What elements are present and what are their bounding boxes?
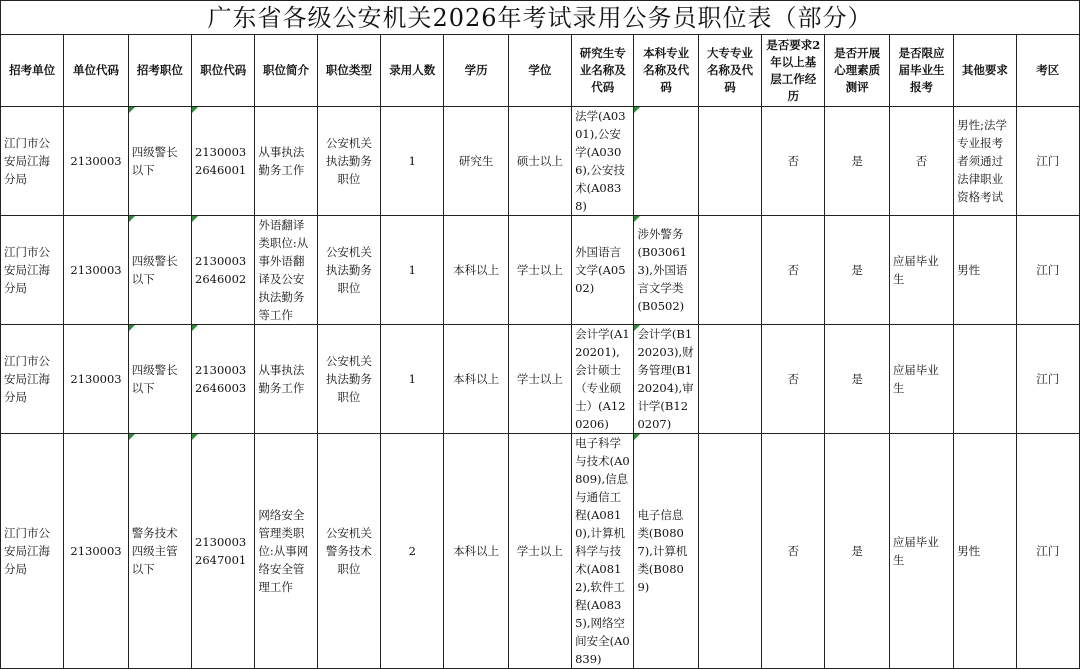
position-table xyxy=(0,34,1080,669)
position-cell: 四级警长以下 xyxy=(128,107,191,216)
unit-code-cell: 2130003 xyxy=(64,325,128,434)
header-cell: 是否要求2年以上基层工作经历 xyxy=(762,35,825,107)
table-title: 广东省各级公安机关2026年考试录用公务员职位表（部分） xyxy=(0,0,1080,34)
header-cell: 是否开展心理素质测评 xyxy=(825,35,889,107)
header-cell: 招考单位 xyxy=(1,35,64,107)
education-cell: 本科以上 xyxy=(444,434,508,669)
intro-cell: 从事执法勤务工作 xyxy=(255,107,317,216)
header-cell: 是否限应届毕业生报考 xyxy=(889,35,953,107)
unit-cell: 江门市公安局江海分局 xyxy=(1,434,64,669)
grassroots-cell: 否 xyxy=(762,107,825,216)
college-major-cell xyxy=(698,107,761,216)
type-cell: 公安机关执法勤务职位 xyxy=(317,216,380,325)
header-cell: 大专专业名称及代码 xyxy=(698,35,761,107)
position-cell: 四级警长以下 xyxy=(128,325,191,434)
count-cell: 1 xyxy=(381,216,444,325)
count-cell: 2 xyxy=(381,434,444,669)
unit-cell: 江门市公安局江海分局 xyxy=(1,216,64,325)
grassroots-cell: 否 xyxy=(762,325,825,434)
header-cell: 录用人数 xyxy=(381,35,444,107)
other-cell: 男性;法学专业报考者须通过法律职业资格考试 xyxy=(954,107,1016,216)
education-cell: 本科以上 xyxy=(444,216,508,325)
position-code-cell: 21300032646003 xyxy=(192,325,255,434)
undergrad-major-cell xyxy=(634,107,698,216)
position-cell: 四级警长以下 xyxy=(128,216,191,325)
undergrad-major-cell: 涉外警务(B030613),外国语言文学类(B0502) xyxy=(634,216,698,325)
college-major-cell xyxy=(698,325,761,434)
grad-major-cell: 法学(A0301),公安学(A0306),公安技术(A0838) xyxy=(572,107,634,216)
header-row xyxy=(1,35,1080,107)
position-code-cell: 21300032646001 xyxy=(192,107,255,216)
psych-cell: 是 xyxy=(825,434,889,669)
degree-cell: 硕士以上 xyxy=(508,107,571,216)
table-row xyxy=(1,325,1080,434)
header-cell: 单位代码 xyxy=(64,35,128,107)
header-cell: 本科专业名称及代码 xyxy=(634,35,698,107)
table-row xyxy=(1,107,1080,216)
header-cell: 学位 xyxy=(508,35,571,107)
count-cell: 1 xyxy=(381,325,444,434)
undergrad-major-cell: 会计学(B120203),财务管理(B120204),审计学(B120207) xyxy=(634,325,698,434)
type-cell: 公安机关警务技术职位 xyxy=(317,434,380,669)
grad-major-cell: 外国语言文学(A0502) xyxy=(572,216,634,325)
other-cell: 男性 xyxy=(954,434,1016,669)
intro-cell: 网络安全管理类职位:从事网络安全管理工作 xyxy=(255,434,317,669)
fresh-grad-cell: 应届毕业生 xyxy=(889,434,953,669)
type-cell: 公安机关执法勤务职位 xyxy=(317,107,380,216)
grad-major-cell: 电子科学与技术(A0809),信息与通信工程(A0810),计算机科学与技术(A0812),软件工程(A0835),网络空间安全(A0839) xyxy=(572,434,634,669)
count-cell: 1 xyxy=(381,107,444,216)
header-cell: 职位类型 xyxy=(317,35,380,107)
college-major-cell xyxy=(698,434,761,669)
table-row xyxy=(1,216,1080,325)
unit-code-cell: 2130003 xyxy=(64,107,128,216)
header-cell: 考区 xyxy=(1016,35,1080,107)
psych-cell: 是 xyxy=(825,325,889,434)
region-cell: 江门 xyxy=(1016,216,1080,325)
header-cell: 研究生专业名称及代码 xyxy=(572,35,634,107)
college-major-cell xyxy=(698,216,761,325)
intro-cell: 外语翻译类职位:从事外语翻译及公安执法勤务等工作 xyxy=(255,216,317,325)
position-code-cell: 21300032646002 xyxy=(192,216,255,325)
other-cell xyxy=(954,325,1016,434)
header-cell: 其他要求 xyxy=(954,35,1016,107)
grassroots-cell: 否 xyxy=(762,216,825,325)
undergrad-major-cell: 电子信息类(B0807),计算机类(B0809) xyxy=(634,434,698,669)
region-cell: 江门 xyxy=(1016,107,1080,216)
education-cell: 研究生 xyxy=(444,107,508,216)
degree-cell: 学士以上 xyxy=(508,434,571,669)
psych-cell: 是 xyxy=(825,216,889,325)
position-code-cell: 21300032647001 xyxy=(192,434,255,669)
unit-cell: 江门市公安局江海分局 xyxy=(1,107,64,216)
header-cell: 职位代码 xyxy=(192,35,255,107)
education-cell: 本科以上 xyxy=(444,325,508,434)
header-cell: 职位简介 xyxy=(255,35,317,107)
other-cell: 男性 xyxy=(954,216,1016,325)
fresh-grad-cell: 应届毕业生 xyxy=(889,216,953,325)
region-cell: 江门 xyxy=(1016,325,1080,434)
position-cell: 警务技术四级主管以下 xyxy=(128,434,191,669)
unit-code-cell: 2130003 xyxy=(64,434,128,669)
fresh-grad-cell: 否 xyxy=(889,107,953,216)
type-cell: 公安机关执法勤务职位 xyxy=(317,325,380,434)
intro-cell: 从事执法勤务工作 xyxy=(255,325,317,434)
unit-code-cell: 2130003 xyxy=(64,216,128,325)
degree-cell: 学士以上 xyxy=(508,325,571,434)
grassroots-cell: 否 xyxy=(762,434,825,669)
header-cell: 招考职位 xyxy=(128,35,191,107)
region-cell: 江门 xyxy=(1016,434,1080,669)
unit-cell: 江门市公安局江海分局 xyxy=(1,325,64,434)
header-cell: 学历 xyxy=(444,35,508,107)
psych-cell: 是 xyxy=(825,107,889,216)
degree-cell: 学士以上 xyxy=(508,216,571,325)
grad-major-cell: 会计学(A120201),会计硕士（专业硕士）(A120206) xyxy=(572,325,634,434)
table-row xyxy=(1,434,1080,669)
fresh-grad-cell: 应届毕业生 xyxy=(889,325,953,434)
